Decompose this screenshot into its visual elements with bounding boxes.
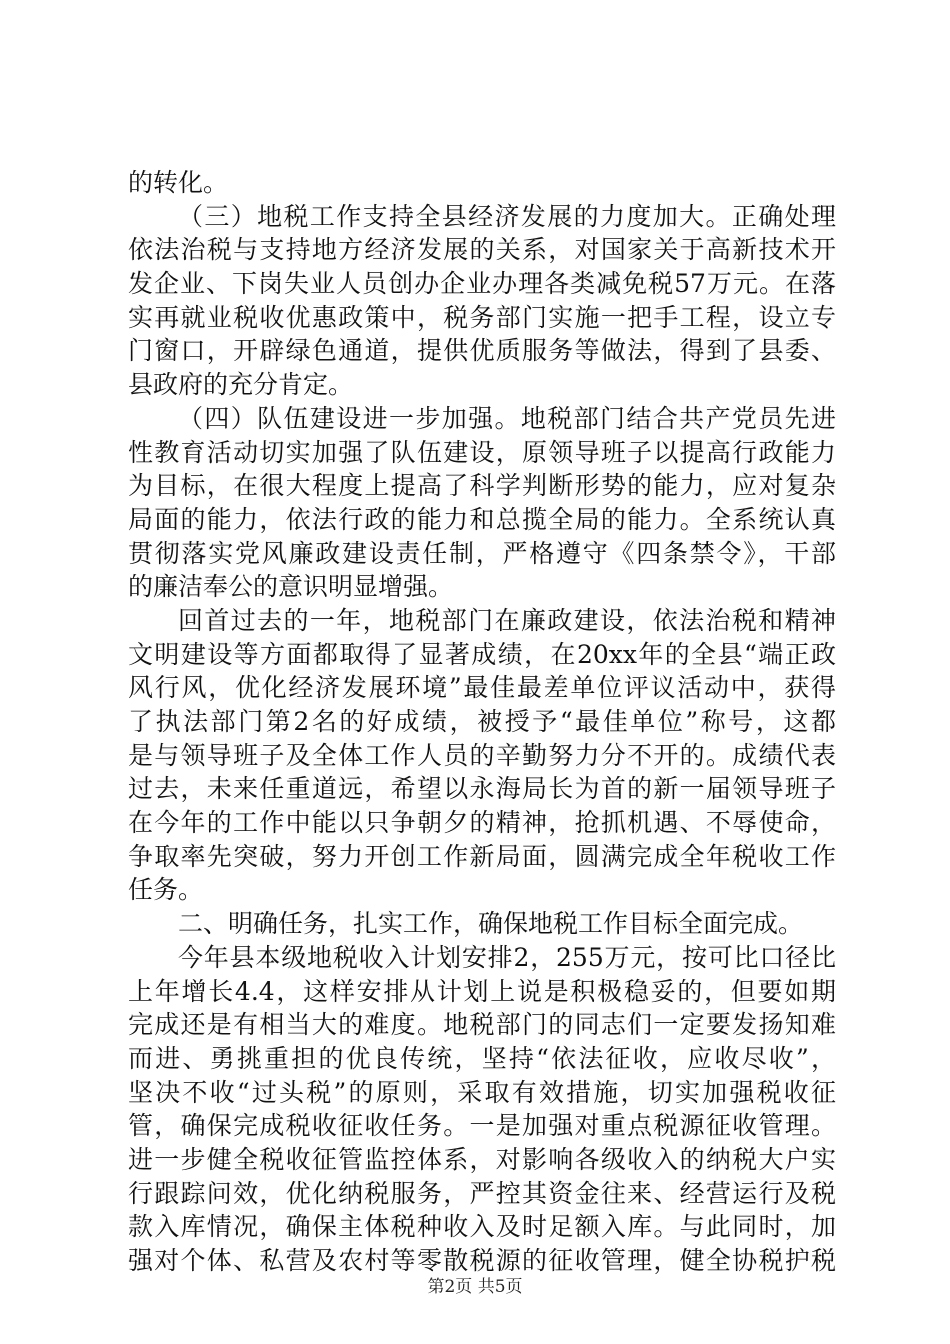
text-line: 过去，未来任重道远，希望以永海局长为首的新一届领导班子 xyxy=(128,774,836,804)
text-line: 坚决不收“过头税”的原则，采取有效措施，切实加强税收征 xyxy=(128,1077,836,1107)
document-body xyxy=(128,166,836,1278)
section-heading: 二、明确任务，扎实工作，确保地税工作目标全面完成。 xyxy=(178,909,804,939)
text-line: 县政府的充分肯定。 xyxy=(128,370,354,400)
text-line: 而进、勇挑重担的优良传统，坚持“依法征收，应收尽收”， xyxy=(128,1043,836,1073)
text-line: 回首过去的一年，地税部门在廉政建设，依法治税和精神 xyxy=(178,605,836,635)
text-line: 了执法部门第2名的好成绩，被授予“最佳单位”称号，这都 xyxy=(128,707,836,736)
text-line: 发企业、下岗失业人员创办企业办理各类减免税57万元。在落 xyxy=(128,269,836,299)
text-line: 行跟踪问效，优化纳税服务，严控其资金往来、经营运行及税 xyxy=(128,1178,836,1208)
text-line: 的廉洁奉公的意识明显增强。 xyxy=(128,572,454,602)
text-line: 局面的能力，依法行政的能力和总揽全局的能力。全系统认真 xyxy=(128,504,836,534)
text-line: 是与领导班子及全体工作人员的辛勤努力分不开的。成绩代表 xyxy=(128,740,836,770)
text-line: 管，确保完成税收征收任务。一是加强对重点税源征收管理。 xyxy=(128,1111,836,1141)
text-line: 完成还是有相当大的难度。地税部门的同志们一定要发扬知难 xyxy=(128,1010,836,1040)
text-line: 争取率先突破，努力开创工作新局面，圆满完成全年税收工作 xyxy=(128,841,836,871)
text-line: 性教育活动切实加强了队伍建设，原领导班子以提高行政能力 xyxy=(128,437,836,467)
text-line: 在今年的工作中能以只争朝夕的精神，抢抓机遇、不辱使命， xyxy=(128,808,836,838)
text-line: 风行风，优化经济发展环境”最佳最差单位评议活动中，获得 xyxy=(128,673,836,703)
text-line: 文明建设等方面都取得了显著成绩，在20xx年的全县“端正政 xyxy=(128,639,836,669)
text-line: 上年增长4.4，这样安排从计划上说是积极稳妥的，但要如期 xyxy=(128,976,836,1006)
text-line: 任务。 xyxy=(128,875,204,905)
text-line: 实再就业税收优惠政策中，税务部门实施一把手工程，设立专 xyxy=(128,302,836,332)
text-line: 进一步健全税收征管监控体系，对影响各级收入的纳税大户实 xyxy=(128,1144,836,1174)
text-line: （四）队伍建设进一步加强。地税部门结合共产党员先进 xyxy=(178,403,836,433)
page-number-footer: 第2页 共5页 xyxy=(427,1277,523,1297)
text-line: 为目标，在很大程度上提高了科学判断形势的能力，应对复杂 xyxy=(128,471,836,501)
text-line: 强对个体、私营及农村等零散税源的征收管理，健全协税护税 xyxy=(128,1246,836,1275)
text-line: 贯彻落实党风廉政建设责任制，严格遵守《四条禁令》，干部 xyxy=(128,538,836,568)
text-line: 款入库情况，确保主体税种收入及时足额入库。与此同时，加 xyxy=(128,1212,836,1242)
text-line: 门窗口，开辟绿色通道，提供优质服务等做法，得到了县委、 xyxy=(128,336,836,366)
text-line: （三）地税工作支持全县经济发展的力度加大。正确处理 xyxy=(178,201,836,231)
text-line: 的转化。 xyxy=(128,168,229,197)
text-line: 今年县本级地税收入计划安排2，255万元，按可比口径比 xyxy=(178,942,836,972)
text-line: 依法治税与支持地方经济发展的关系，对国家关于高新技术开 xyxy=(128,235,836,265)
